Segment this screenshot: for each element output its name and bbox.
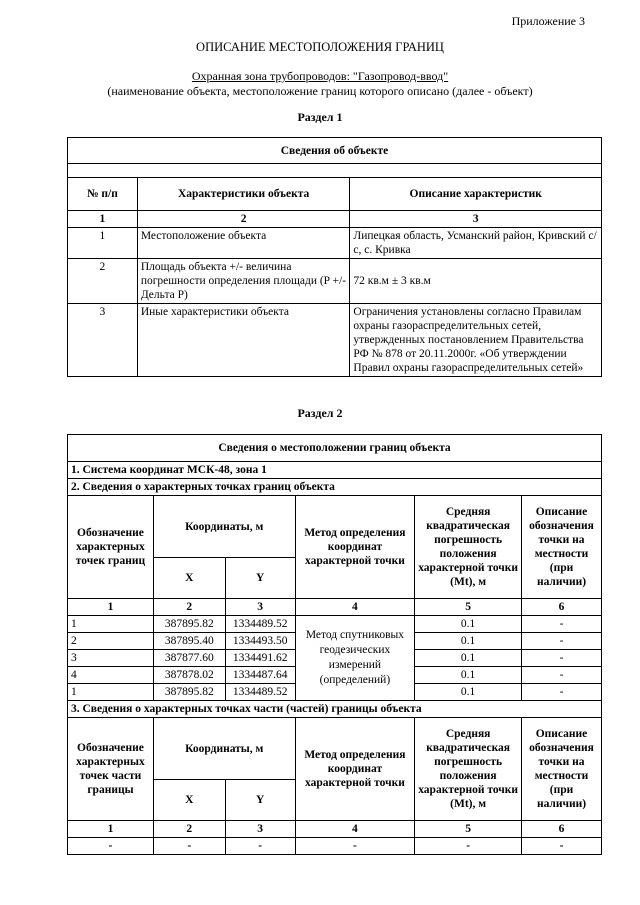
- point-x: 387895.82: [153, 684, 225, 701]
- point-desc: -: [522, 667, 602, 684]
- point-mt: 0.1: [415, 616, 522, 633]
- part-cell: -: [225, 838, 295, 855]
- point-desc: -: [522, 650, 602, 667]
- point-y: 1334491.62: [225, 650, 295, 667]
- x-header: X: [153, 558, 225, 599]
- part-point-name-header: Обозначение характерных точек части границы: [68, 718, 154, 821]
- point-name: 1: [68, 616, 154, 633]
- point-name-header: Обозначение характерных точек границ: [68, 496, 154, 599]
- point-name: 4: [68, 667, 154, 684]
- part-cell: -: [68, 838, 154, 855]
- table1-spacer: [68, 164, 602, 178]
- col-num: 2: [153, 821, 225, 838]
- point-mt: 0.1: [415, 650, 522, 667]
- point-desc: -: [522, 684, 602, 701]
- method-header: Метод определения координат характерной точки: [295, 496, 415, 599]
- col-num: 3: [350, 211, 602, 228]
- x-header: X: [153, 780, 225, 821]
- method-cell: Метод спутниковых геодезических измерений (определений): [295, 616, 415, 701]
- table-row: [68, 259, 602, 304]
- col-num: 3: [225, 821, 295, 838]
- point-y: 1334493.50: [225, 633, 295, 650]
- point-y: 1334489.52: [225, 616, 295, 633]
- point-x: 387895.82: [153, 616, 225, 633]
- col-num: 1: [68, 211, 138, 228]
- row-char: Иные характеристики объекта: [137, 304, 350, 377]
- table2-title: Сведения о местоположении границ объекта: [68, 435, 602, 462]
- coords-header: Координаты, м: [153, 718, 295, 780]
- table-row: [68, 304, 602, 377]
- point-desc: -: [522, 633, 602, 650]
- description-header: Описание обозначения точки на местности (при наличии): [522, 718, 602, 821]
- col-desc-header: Описание характеристик: [350, 178, 602, 211]
- col-num: 5: [415, 599, 522, 616]
- col-no-header: № п/п: [68, 178, 138, 211]
- part-cell: -: [415, 838, 522, 855]
- points-subheading: 2. Сведения о характерных точках границ объекта: [68, 479, 602, 496]
- accuracy-header: Средняя квадратическая погрешность положения характерной точки (Mt), м: [415, 496, 522, 599]
- col-num: 2: [153, 599, 225, 616]
- col-num: 6: [522, 821, 602, 838]
- coords-header: Координаты, м: [153, 496, 295, 558]
- point-mt: 0.1: [415, 667, 522, 684]
- part-cell: -: [522, 838, 602, 855]
- object-info-table: [67, 137, 602, 377]
- point-name: 1: [68, 684, 154, 701]
- part-cell: -: [153, 838, 225, 855]
- table-row: [68, 838, 602, 855]
- accuracy-header: Средняя квадратическая погрешность положения характерной точки (Mt), м: [415, 718, 522, 821]
- col-num: 3: [225, 599, 295, 616]
- page-title: ОПИСАНИЕ МЕСТОПОЛОЖЕНИЯ ГРАНИЦ: [196, 40, 444, 54]
- point-name: 3: [68, 650, 154, 667]
- section1-heading: Раздел 1: [297, 110, 343, 124]
- boundary-table: [67, 434, 602, 855]
- col-num: 6: [522, 599, 602, 616]
- part-cell: -: [295, 838, 415, 855]
- section2-heading: Раздел 2: [297, 406, 343, 420]
- method-header: Метод определения координат характерной точки: [295, 718, 415, 821]
- table1-title: Сведения об объекте: [68, 138, 602, 164]
- row-desc: 72 кв.м ± 3 кв.м: [350, 259, 602, 304]
- row-desc: Липецкая область, Усманский район, Кривский с/с, с. Кривка: [350, 228, 602, 259]
- table-row: [68, 616, 602, 633]
- row-no: 1: [68, 228, 138, 259]
- point-mt: 0.1: [415, 633, 522, 650]
- point-x: 387878.02: [153, 667, 225, 684]
- parts-subheading: 3. Сведения о характерных точках части (частей) границы объекта: [68, 701, 602, 718]
- point-x: 387877.60: [153, 650, 225, 667]
- point-y: 1334489.52: [225, 684, 295, 701]
- row-desc: Ограничения установлены согласно Правилам охраны газораспределительных сетей, утвержденных постановлением Правительства РФ № 878 от 20.11.2000г. «Об утверждении Правил охраны газораспределительных сетей»: [350, 304, 602, 377]
- point-desc: -: [522, 616, 602, 633]
- col-num: 4: [295, 821, 415, 838]
- row-char: Площадь объекта +/- величина погрешности определения площади (P +/- Дельта P): [137, 259, 350, 304]
- col-num: 2: [137, 211, 350, 228]
- appendix-label: Приложение 3: [511, 14, 585, 28]
- object-name: Охранная зона трубопроводов: "Газопровод-ввод": [191, 69, 449, 83]
- point-x: 387895.40: [153, 633, 225, 650]
- object-caption: (наименование объекта, местоположение границ которого описано (далее - объект): [107, 84, 533, 98]
- y-header: Y: [225, 558, 295, 599]
- col-num: 5: [415, 821, 522, 838]
- col-num: 4: [295, 599, 415, 616]
- point-mt: 0.1: [415, 684, 522, 701]
- description-header: Описание обозначения точки на местности (при наличии): [522, 496, 602, 599]
- row-no: 3: [68, 304, 138, 377]
- point-y: 1334487.64: [225, 667, 295, 684]
- coord-system: 1. Система координат МСК-48, зона 1: [68, 462, 602, 479]
- y-header: Y: [225, 780, 295, 821]
- point-name: 2: [68, 633, 154, 650]
- row-char: Местоположение объекта: [137, 228, 350, 259]
- col-num: 1: [68, 821, 154, 838]
- col-char-header: Характеристики объекта: [137, 178, 350, 211]
- col-num: 1: [68, 599, 154, 616]
- row-no: 2: [68, 259, 138, 304]
- table-row: [68, 228, 602, 259]
